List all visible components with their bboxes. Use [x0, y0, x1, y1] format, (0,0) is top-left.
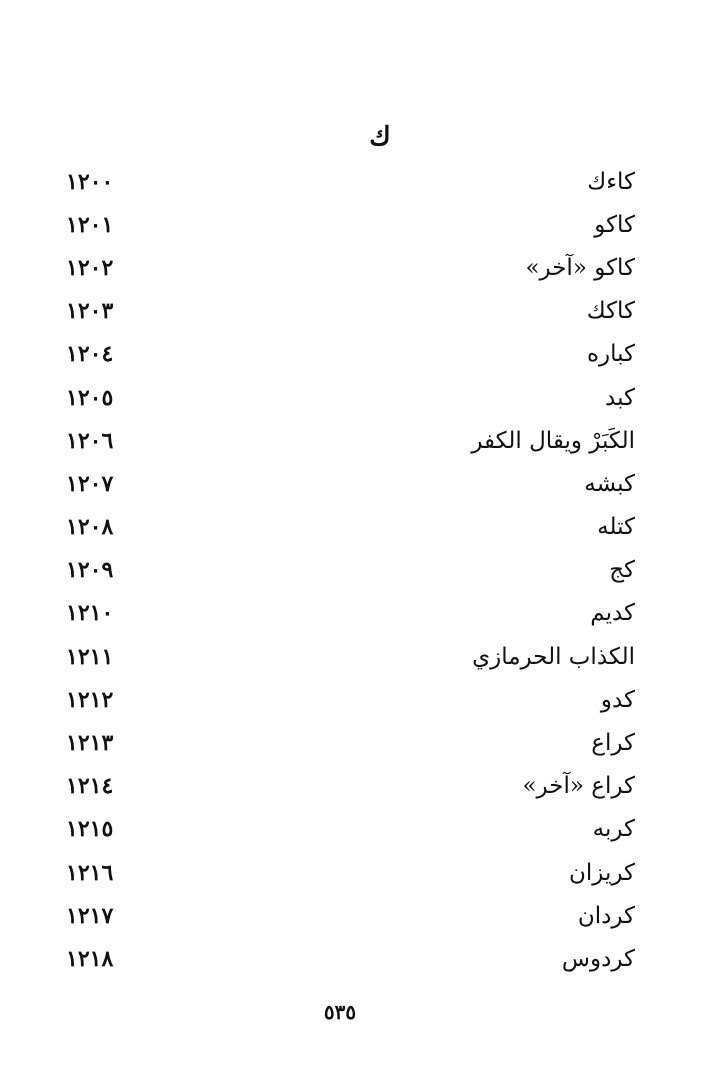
entry-name: كاكو: [594, 211, 635, 238]
entry-name: كريزان: [568, 859, 635, 886]
entry-number: ١٢٠٢: [66, 254, 114, 281]
entry-number: ١٢١١: [66, 643, 114, 670]
entry-name: الكذاب الحرمازي: [472, 643, 635, 670]
entry-name: كراع «آخر»: [522, 773, 635, 800]
index-entry: [60, 937, 635, 980]
entry-number: ١٢١٨: [66, 945, 114, 972]
index-entry: [60, 808, 635, 851]
index-entry: [60, 765, 635, 808]
index-entry: [60, 290, 635, 333]
index-entry: [60, 894, 635, 937]
entry-number: ١٢٠٨: [66, 514, 114, 541]
entry-number: ١٢٠٣: [66, 298, 114, 325]
entry-name: كتله: [597, 514, 635, 541]
index-entry-list: [60, 160, 635, 981]
entry-name: كردان: [577, 902, 635, 929]
entry-number: ١٢١٥: [66, 816, 114, 843]
entry-number: ١٢١٦: [66, 859, 114, 886]
entry-number: ١٢٠١: [66, 211, 114, 238]
entry-number: ١٢١٧: [66, 902, 114, 929]
entry-number: ١٢٠٧: [66, 470, 114, 497]
entry-number: ١٢٠٦: [66, 427, 114, 454]
entry-name: كربه: [592, 816, 635, 843]
entry-name: كدو: [600, 686, 635, 713]
entry-number: ١٢١٣: [66, 730, 114, 757]
index-entry: [60, 160, 635, 203]
index-entry: [60, 592, 635, 635]
index-entry: [60, 333, 635, 376]
index-entry: [60, 462, 635, 505]
index-entry: [60, 506, 635, 549]
index-entry: [60, 549, 635, 592]
entry-number: ١٢٠٤: [66, 341, 114, 368]
index-entry: [60, 635, 635, 678]
index-entry: [60, 376, 635, 419]
section-heading-letter: ك: [369, 122, 391, 152]
entry-number: ١٢٠٠: [66, 168, 114, 195]
entry-number: ١٢٠٥: [66, 384, 114, 411]
entry-name: كردوس: [561, 945, 635, 972]
entry-name: كراع: [591, 730, 635, 757]
entry-name: كبد: [605, 384, 635, 411]
index-entry: [60, 678, 635, 721]
entry-name: كج: [609, 557, 635, 584]
index-entry: [60, 721, 635, 764]
index-entry: [60, 419, 635, 462]
index-entry: [60, 246, 635, 289]
entry-number: ١٢٠٩: [66, 557, 114, 584]
entry-number: ١٢١٢: [66, 686, 114, 713]
entry-number: ١٢١٤: [66, 773, 114, 800]
entry-name: كاءك: [587, 168, 635, 195]
entry-name: كديم: [590, 600, 635, 627]
index-entry: [60, 851, 635, 894]
entry-name: كاكك: [586, 298, 635, 325]
index-entry: [60, 203, 635, 246]
entry-name: كبشه: [584, 470, 635, 497]
entry-name: كاكو «آخر»: [525, 254, 635, 281]
entry-number: ١٢١٠: [66, 600, 114, 627]
entry-name: الكَبَرْ ويقال الكفر: [471, 427, 635, 454]
entry-name: كباره: [586, 341, 635, 368]
page-number: ٥٣٥: [323, 1000, 357, 1024]
